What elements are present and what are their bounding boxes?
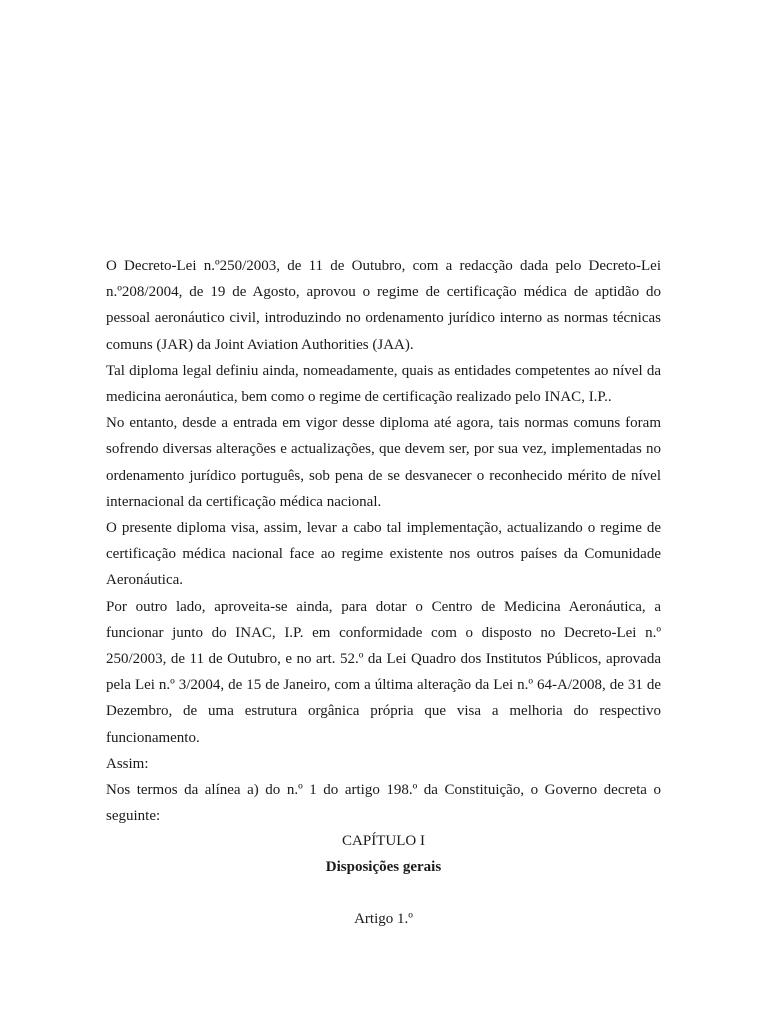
paragraph-thus: Assim: xyxy=(106,755,149,772)
paragraph-decree-formula: Nos termos da alínea a) do n.º 1 do artigo 198.º da Constituição, o Governo decreta o seguinte: xyxy=(106,782,661,825)
chapter-heading: CAPÍTULO I xyxy=(342,833,425,849)
paragraph-medical-centre: Por outro lado, aproveita-se ainda, para dotar o Centro de Medicina Aeronáutica, a funcionar junto do INAC, I.P. em conformidade com o disposto no Decreto-Lei n.º 250/2003, de 11 de Outubro, e no art. 52.º da Lei Quadro dos Institutos Públicos, aprovada pela Lei n.º 3/2004, de 15 de Janeiro, com a última alteração da Lei n.º 64-A/2008, de 31 de Dezembro, de uma estrutura orgânica própria que visa a melhoria do respectivo funcionamento. xyxy=(106,598,661,746)
article-heading: Artigo 1.º xyxy=(354,911,413,927)
paragraph-updates: No entanto, desde a entrada em vigor desse diploma até agora, tais normas comuns foram sofrendo diversas alterações e actualizações, que devem ser, por sua vez, implementadas no ordenamento jurídico português, sob pena de se desvanecer o reconhecido mérito de nível internacional da certificação médica nacional. xyxy=(106,415,661,510)
paragraph-purpose: O presente diploma visa, assim, levar a cabo tal implementação, actualizando o regime de certificação médica nacional face ao regime existente nos outros países da Comunidade Aeronáutica. xyxy=(106,520,661,589)
paragraph-legal-diploma: Tal diploma legal definiu ainda, nomeadamente, quais as entidades competentes ao nível da medicina aeronáutica, bem como o regime de certificação realizado pelo INAC, I.P.. xyxy=(106,362,661,406)
paragraph-decree-reference: O Decreto-Lei n.º250/2003, de 11 de Outubro, com a redacção dada pelo Decreto-Lei n.º208/2004, de 19 de Agosto, aprovou o regime de certificação médica de aptidão do pessoal aeronáutico civil, introduzindo no ordenamento jurídico interno as normas técnicas comuns (JAR) da Joint Aviation Authorities (JAA). xyxy=(106,258,661,353)
chapter-title: Disposições gerais xyxy=(325,859,442,875)
preamble xyxy=(106,253,661,829)
